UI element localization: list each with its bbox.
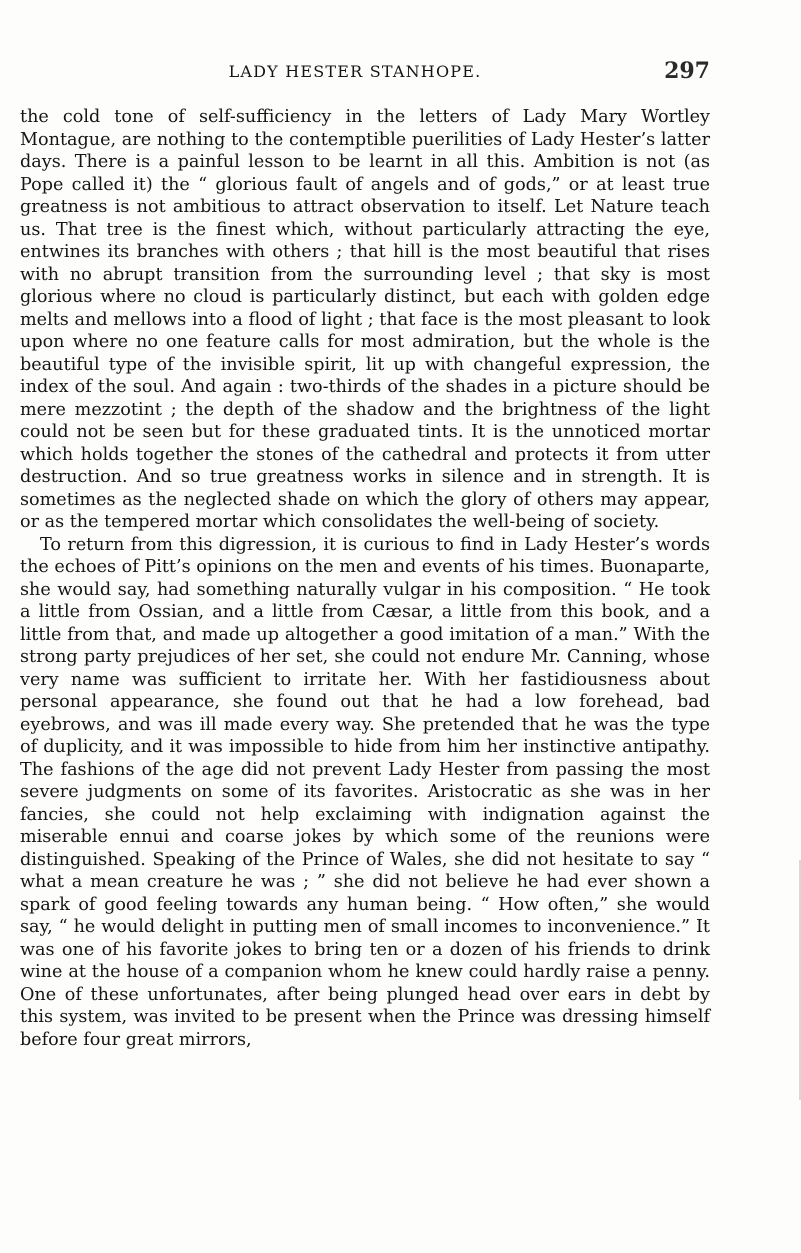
paragraph-1: the cold tone of self-sufficiency in the letters of Lady Mary Wortley Montague, are nothing to the contemptible puerilities of Lady Hester’s latter days. There is a painful lesson to be learnt in all this. Ambition is not (as Pope called it) the “ glorious fault of angels and of gods,” or at least true greatness is not ambitious to attract observation to itself. Let Nature teach us. That tree is the finest which, without particularly attracting the eye, entwines its branches with others ; that hill is the most beautiful that rises with no abrupt transition from the surrounding level ; that sky is most glorious where no cloud is particularly distinct, but each with golden edge melts and mellows into a flood of light ; that face is the most pleasant to look upon where no one feature calls for most admiration, but the whole is the beautiful type of the invisible spirit, lit up with changeful expression, the index of the soul. And again : two-thirds of the shades in a picture should be mere mezzotint ; the depth of the shadow and the brightness of the light could not be seen but for these graduated tints. It is the unnoticed mortar which holds together the stones of the cathedral and protects it from utter destruction. And so true greatness works in silence and in strength. It is sometimes as the neglected shade on which the glory of others may appear, or as the tempered mortar which consolidates the well-being of society. [20, 107, 710, 532]
body-text [20, 106, 710, 1051]
page-number: 297 [664, 58, 710, 84]
running-title: LADY HESTER STANHOPE. [228, 62, 482, 81]
paragraph-2: To return from this digression, it is curious to find in Lady Hester’s words the echoes of Pitt’s opinions on the men and events of his times. Buonaparte, she would say, had something naturally vulgar in his composition. “ He took a little from Ossian, and a little from Cæsar, a little from this book, and a little from that, and made up altogether a good imitation of a man.” With the strong party prejudices of her set, she could not endure Mr. Canning, whose very name was sufficient to irritate her. With her fastidiousness about personal appearance, she found out that he had a low forehead, bad eyebrows, and was ill made every way. She pretended that he was the type of duplicity, and it was impossible to hide from him her instinctive antipathy. The fashions of the age did not prevent Lady Hester from passing the most severe judgments on some of its favorites. Aristocratic as she was in her fancies, she could not help exclaiming with indignation against the miserable ennui and coarse jokes by which some of the reunions were distinguished. Speaking of the Prince of Wales, she did not hesitate to say “ what a mean creature he was ; ” she did not believe he had ever shown a spark of good feeling towards any human being. “ How often,” she would say, “ he would delight in putting men of small incomes to inconvenience.” It was one of his favorite jokes to bring ten or a dozen of his friends to drink wine at the house of a companion whom he knew could hardly raise a penny. One of these unfortunates, after being plunged head over ears in debt by this system, was invited to be present when the Prince was dressing himself before four great mirrors, [20, 534, 710, 1050]
running-head [20, 58, 710, 88]
